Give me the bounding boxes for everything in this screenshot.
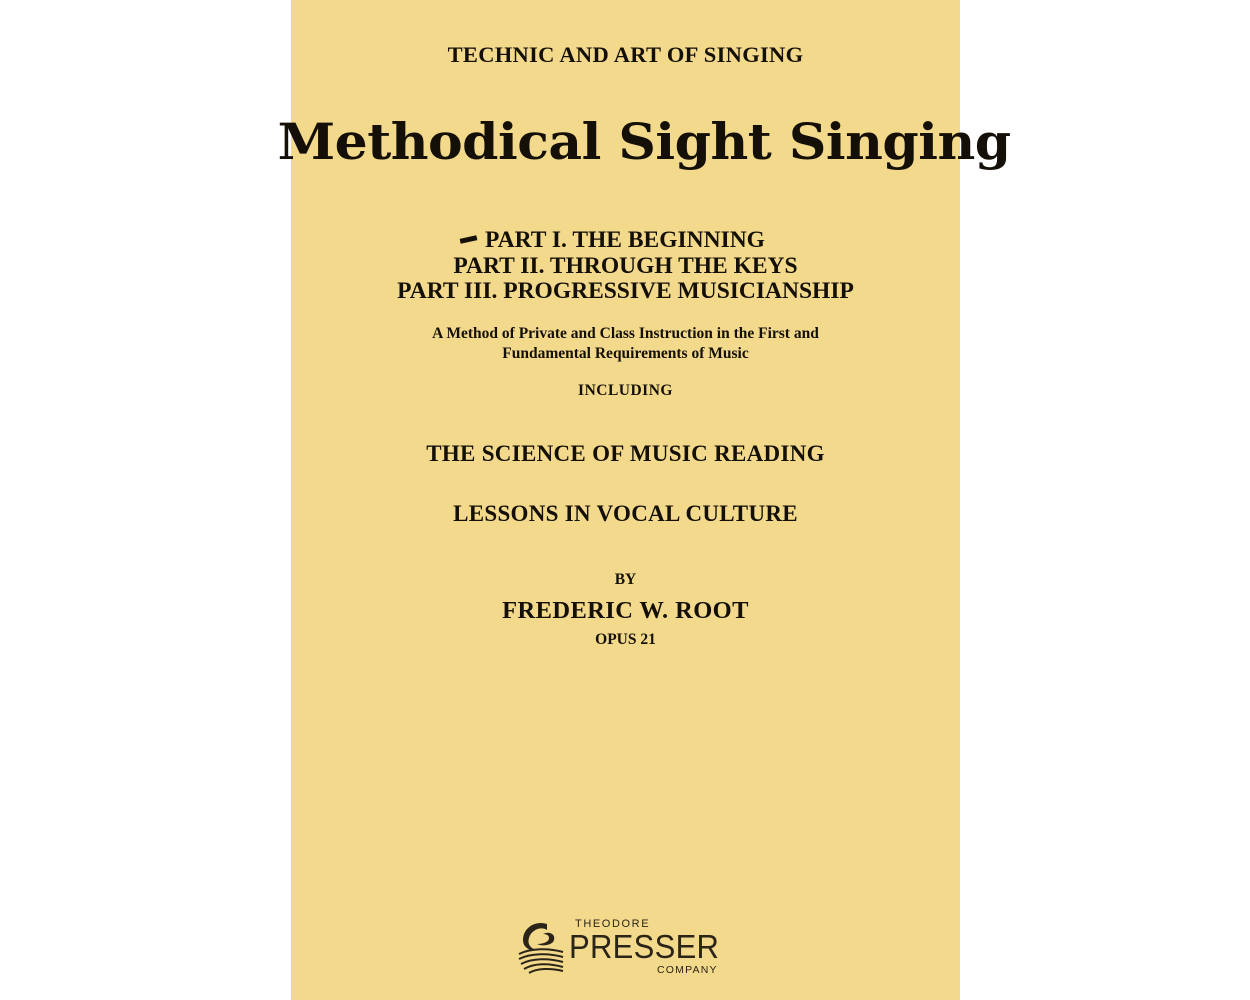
- publisher-logo: [517, 912, 737, 984]
- opus-number: OPUS 21: [595, 631, 656, 648]
- part-1: [278, 228, 947, 254]
- lessons-heading: LESSONS IN VOCAL CULTURE: [453, 501, 798, 526]
- part-3: PART III. PROGRESSIVE MUSICIANSHIP: [397, 278, 854, 304]
- by-label: BY: [614, 571, 637, 588]
- description-line-2: Fundamental Requirements of Music: [502, 344, 749, 362]
- author-name: FREDERIC W. ROOT: [502, 597, 749, 624]
- publisher-main: PRESSER: [569, 928, 720, 965]
- book-title: Methodical Sight Singing: [277, 112, 1011, 171]
- parts-list: [291, 228, 960, 305]
- presser-logo-icon: [517, 918, 565, 974]
- description: [291, 324, 960, 363]
- publisher-bottom: COMPANY: [657, 964, 718, 976]
- dash-mark-icon: [460, 235, 478, 243]
- publisher-top: THEODORE: [575, 918, 651, 930]
- description-line-1: A Method of Private and Class Instruction in the First and: [432, 325, 819, 342]
- including-label: INCLUDING: [578, 382, 673, 399]
- science-heading: THE SCIENCE OF MUSIC READING: [426, 441, 825, 466]
- series-title: TECHNIC AND ART OF SINGING: [447, 42, 804, 67]
- part-1-label: PART I. THE BEGINNING: [485, 227, 765, 253]
- part-2: PART II. THROUGH THE KEYS: [453, 252, 798, 279]
- book-cover: [277, 0, 1011, 1000]
